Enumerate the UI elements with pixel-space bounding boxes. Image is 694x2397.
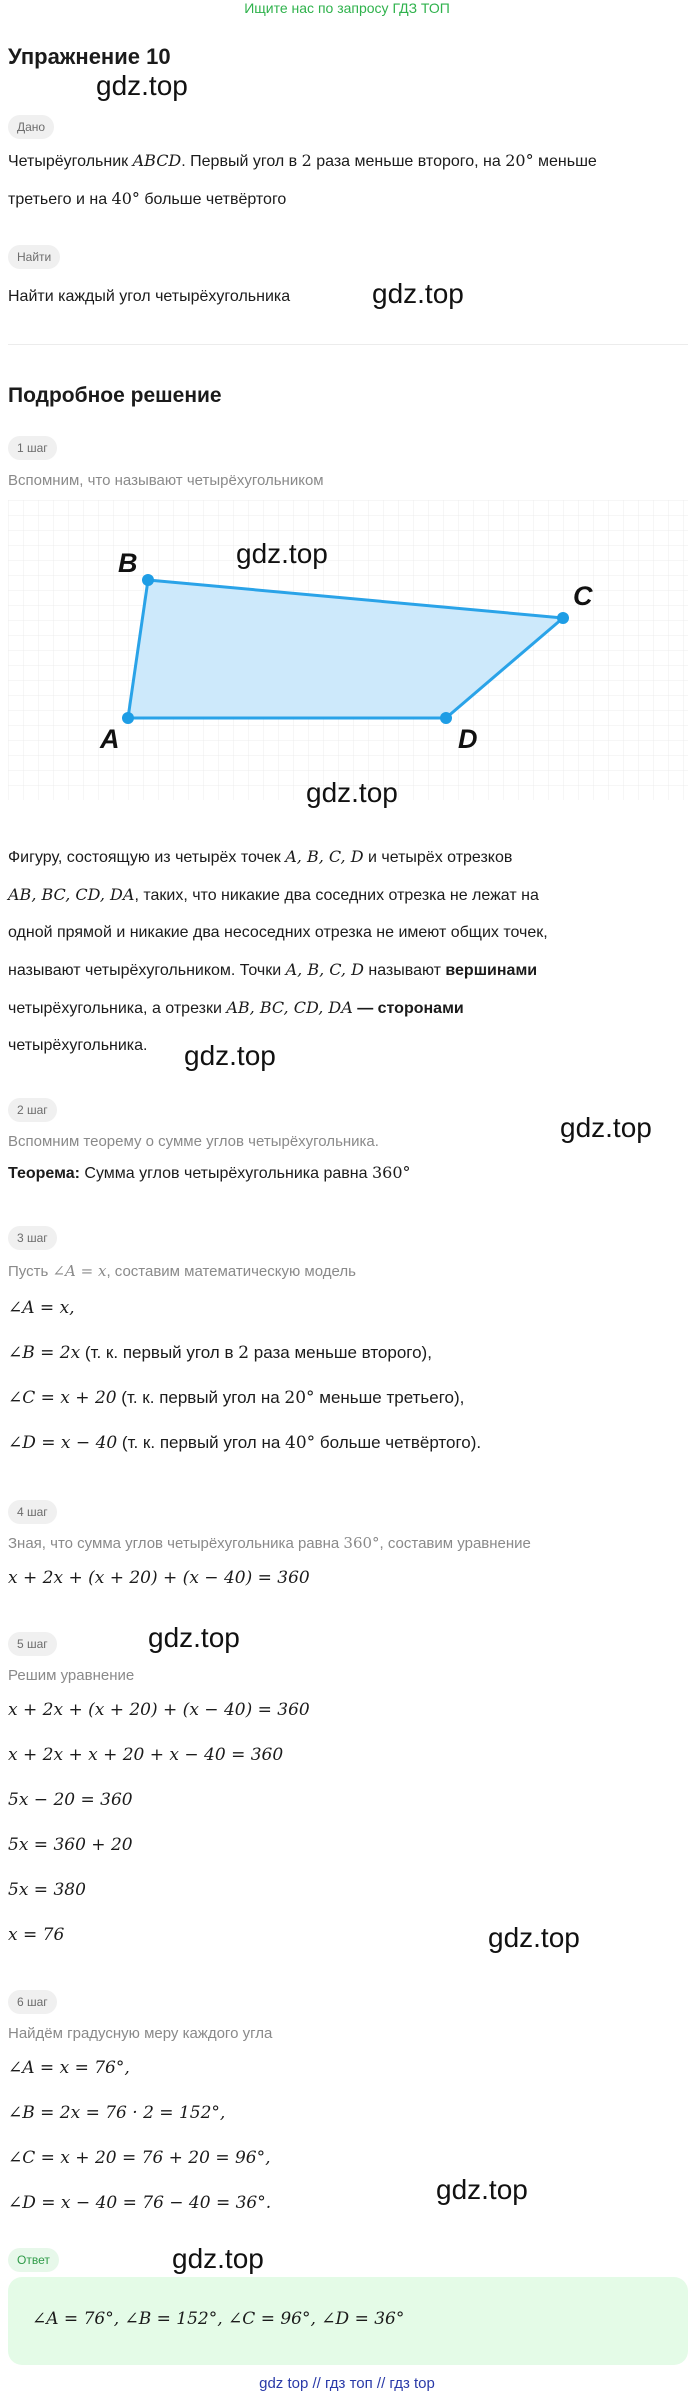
vertex-b-point <box>142 574 154 586</box>
divider <box>8 344 688 345</box>
model-line-1: ∠A = x, <box>8 1298 75 1318</box>
solution-title: Подробное решение <box>8 384 222 407</box>
step-5-hint: Решим уравнение <box>8 1667 135 1684</box>
given-text: Четырёугольник ABCD. Первый угол в 2 раза меньше второго, на 20° меньше третьего и на 40° больше четвёртого <box>8 151 597 208</box>
solve-line-3: 5x − 20 = 360 <box>8 1790 133 1810</box>
angle-line-c: ∠C = x + 20 = 76 + 20 = 96°, <box>8 2148 271 2168</box>
equation: x + 2x + (x + 20) + (x − 40) = 360 <box>8 1568 310 1588</box>
vertex-c-label: C <box>573 581 593 611</box>
vertex-d-point <box>440 712 452 724</box>
vertex-a-point <box>122 712 134 724</box>
solve-line-4: 5x = 360 + 20 <box>8 1835 133 1855</box>
angle-line-a: ∠A = x = 76°, <box>8 2058 130 2078</box>
solve-line-2: x + 2x + x + 20 + x − 40 = 360 <box>8 1745 284 1765</box>
footer-links: gdz top // гдз топ // гдз top <box>259 2375 435 2392</box>
answer-badge: Ответ <box>8 2248 59 2272</box>
page-title: Упражнение 10 <box>8 44 171 69</box>
watermark: gdz.top <box>184 1040 276 1071</box>
step-1-text: Фигуру, состоящую из четырёх точек A, B, C, D и четырёх отрезков AB, BC, CD, DA, таких, что никакие два соседних отрезка не лежат на одной прямой и никакие два несоседних отрезка не имеют общих точек, называют четырёхугольником. Точки A, B, C, D называют вершинами четырёхугольника, а отрезки AB, BC, CD, DA — сторонами четырёхугольника. <box>8 847 548 1054</box>
vertex-a-label: A <box>100 724 120 754</box>
watermark: gdz.top <box>560 1112 652 1143</box>
step-2-badge: 2 шаг <box>8 1098 57 1122</box>
vertex-b-label: B <box>118 548 138 578</box>
find-label: Найти <box>8 245 60 269</box>
model-line-4: ∠D = x − 40 (т. к. первый угол на 40° больше четвёртого). <box>8 1433 482 1453</box>
given-badge <box>8 115 54 139</box>
step-6-badge: 6 шаг <box>8 1990 57 2014</box>
vertex-c-point <box>557 612 569 624</box>
find-text: Найти каждый угол четырёхугольника <box>8 288 291 305</box>
solve-line-1: x + 2x + (x + 20) + (x − 40) = 360 <box>8 1700 310 1720</box>
angle-line-b: ∠B = 2x = 76 · 2 = 152°, <box>8 2103 226 2123</box>
watermark: gdz.top <box>372 278 464 309</box>
vertex-d-label: D <box>458 724 478 754</box>
watermark: gdz.top <box>306 777 398 808</box>
step-1-badge: 1 шаг <box>8 436 57 460</box>
watermark: gdz.top <box>96 70 188 101</box>
watermark: gdz.top <box>488 1922 580 1953</box>
watermark: gdz.top <box>148 1622 240 1653</box>
answer-box <box>8 2277 688 2365</box>
angle-line-d: ∠D = x − 40 = 76 − 40 = 36°. <box>8 2193 272 2213</box>
model-line-2: ∠B = 2x (т. к. первый угол в 2 раза меньше второго), <box>8 1343 432 1363</box>
watermark: gdz.top <box>436 2174 528 2205</box>
step-4-hint: Зная, что сумма углов четырёхугольника равна 360°, составим уравнение <box>8 1534 531 1552</box>
find-badge <box>8 245 60 269</box>
watermark: gdz.top <box>172 2243 264 2274</box>
step-3-hint: Пусть ∠A = x, составим математическую модель <box>8 1262 356 1280</box>
step-5-badge: 5 шаг <box>8 1632 57 1656</box>
step-2-hint: Вспомним теорему о сумме углов четырёхугольника. <box>8 1133 379 1150</box>
watermark: gdz.top <box>236 538 328 569</box>
solve-line-6: x = 76 <box>8 1925 65 1945</box>
answer-text: ∠A = 76°, ∠B = 152°, ∠C = 96°, ∠D = 36° <box>32 2309 405 2329</box>
model-line-3: ∠C = x + 20 (т. к. первый угол на 20° меньше третьего), <box>8 1388 465 1408</box>
step-4-badge: 4 шаг <box>8 1500 57 1524</box>
solve-line-5: 5x = 380 <box>8 1880 86 1900</box>
given-label: Дано <box>8 115 54 139</box>
step-6-hint: Найдём градусную меру каждого угла <box>8 2025 273 2042</box>
step-3-badge: 3 шаг <box>8 1226 57 1250</box>
theorem-text: Теорема: Сумма углов четырёхугольника равна 360° <box>8 1163 411 1182</box>
quadrilateral-figure <box>8 500 688 800</box>
search-banner: Ищите нас по запросу ГДЗ ТОП <box>244 0 450 16</box>
step-1-hint: Вспомним, что называют четырёхугольником <box>8 472 324 489</box>
